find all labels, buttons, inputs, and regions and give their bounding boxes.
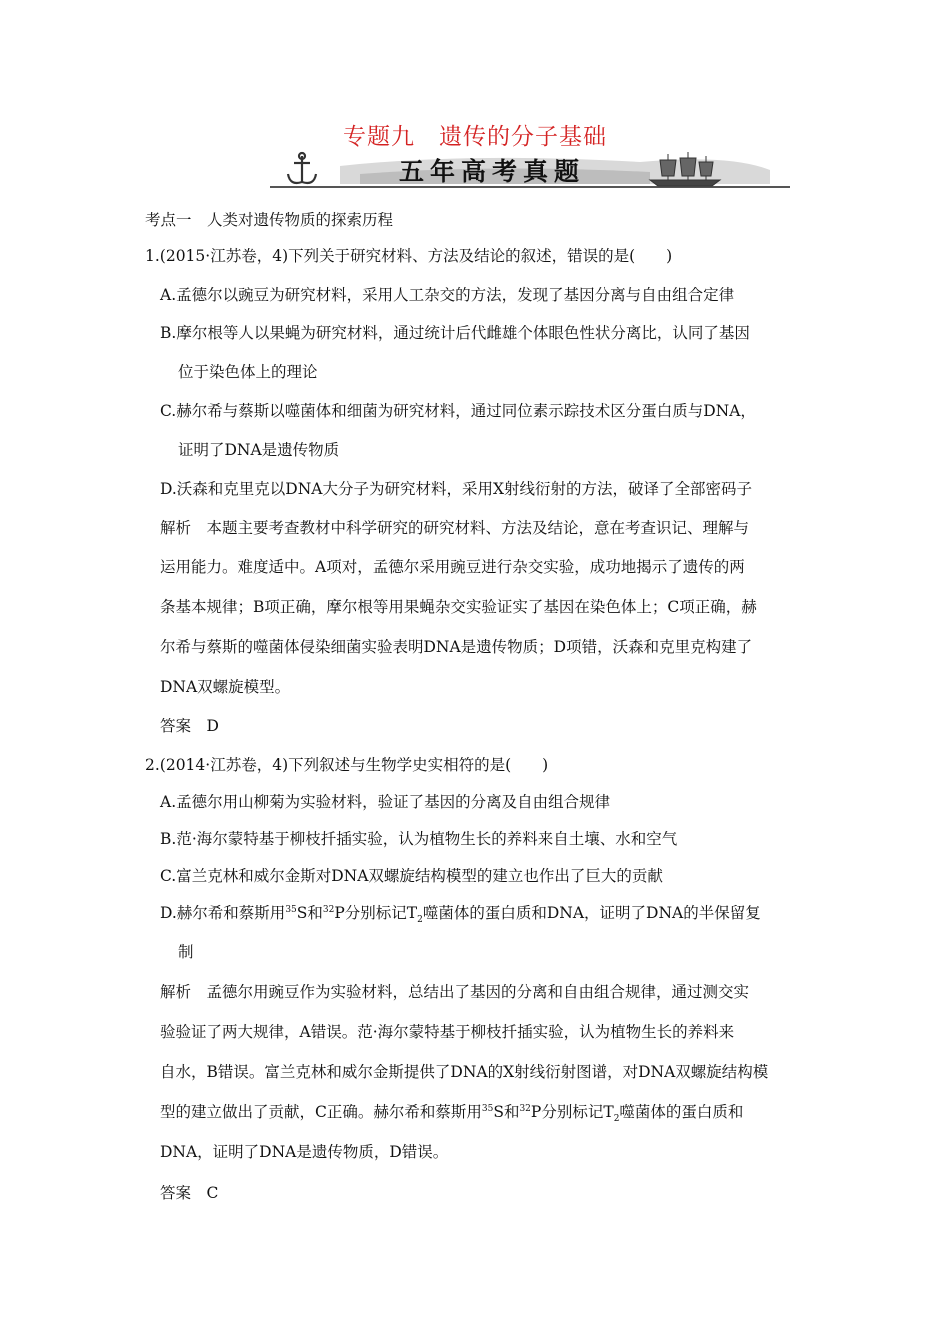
- q2-option-d: D.赫尔希和蔡斯用$^{35}$S和$^{32}$P分别标记$T_2$噬菌体的蛋白质和DNA，证明了DNA的半保留复: [160, 904, 761, 925]
- q2-analysis-line: 自水，B错误。富兰克林和威尔金斯提供了DNA的X射线衍射图谱，对DNA双螺旋结构模: [160, 1063, 769, 1081]
- q2-analysis-line: 解析 孟德尔用豌豆作为实验材料，总结出了基因的分离和自由组合规律，通过测交实: [160, 983, 750, 1001]
- q1-option-b: B.摩尔根等人以果蝇为研究材料，通过统计后代雌雄个体眼色性状分离比，认同了基因: [160, 324, 750, 342]
- q1-option-c: C.赫尔希与蔡斯以噬菌体和细菌为研究材料，通过同位素示踪技术区分蛋白质与DNA，: [160, 402, 756, 420]
- q1-option-b-cont: 位于染色体上的理论: [178, 363, 318, 381]
- q1-analysis-line: 条基本规律；B项正确，摩尔根等用果蝇杂交实验证实了基因在染色体上；C项正确，赫: [160, 598, 757, 616]
- q2-option-a: A.孟德尔用山柳菊为实验材料，验证了基因的分离及自由组合规律: [160, 793, 611, 811]
- q1-stem: 1.(2015·江苏卷，4)下列关于研究材料、方法及结论的叙述，错误的是( ): [145, 247, 673, 265]
- q2-option-d-cont: 制: [178, 943, 194, 961]
- q2-stem: 2.(2014·江苏卷，4)下列叙述与生物学史实相符的是( ): [145, 756, 549, 774]
- q1-analysis-line: 运用能力。难度适中。A项对，孟德尔采用豌豆进行杂交实验，成功地揭示了遗传的两: [160, 558, 745, 576]
- q1-option-d: D.沃森和克里克以DNA大分子为研究材料，采用X射线衍射的方法，破译了全部密码子: [160, 480, 753, 498]
- q2-answer: 答案 C: [160, 1184, 219, 1202]
- q2-analysis-line: DNA，证明了DNA是遗传物质，D错误。: [160, 1143, 449, 1161]
- q1-option-a: A.孟德尔以豌豆为研究材料，采用人工杂交的方法，发现了基因分离与自由组合定律: [160, 286, 735, 304]
- q1-answer: 答案 D: [160, 717, 219, 735]
- q1-option-c-cont: 证明了DNA是遗传物质: [178, 441, 340, 459]
- page-title: 专题九 遗传的分子基础: [343, 124, 607, 150]
- q1-analysis-line: 尔希与蔡斯的噬菌体侵染细菌实验表明DNA是遗传物质；D项错，沃森和克里克构建了: [160, 638, 753, 656]
- q1-analysis-line: DNA双螺旋模型。: [160, 678, 291, 696]
- q2-analysis-line: 验验证了两大规律，A错误。范·海尔蒙特基于柳枝扦插实验，认为植物生长的养料来: [160, 1023, 735, 1041]
- section-title: 考点一 人类对遗传物质的探索历程: [145, 211, 394, 229]
- q2-option-c: C.富兰克林和威尔金斯对DNA双螺旋结构模型的建立也作出了巨大的贡献: [160, 867, 663, 885]
- q2-analysis-line: 型的建立做出了贡献，C正确。赫尔希和蔡斯用$^{35}$S和$^{32}$P分别标记$T_2$噬菌体的蛋白质和: [160, 1103, 744, 1124]
- banner-title: 五年高考真题: [398, 157, 585, 186]
- anchor-icon: [288, 153, 316, 183]
- q2-option-b: B.范·海尔蒙特基于柳枝扦插实验，认为植物生长的养料来自土壤、水和空气: [160, 830, 678, 848]
- q1-analysis-line: 解析 本题主要考查教材中科学研究的研究材料、方法及结论，意在考查识记、理解与: [160, 519, 750, 537]
